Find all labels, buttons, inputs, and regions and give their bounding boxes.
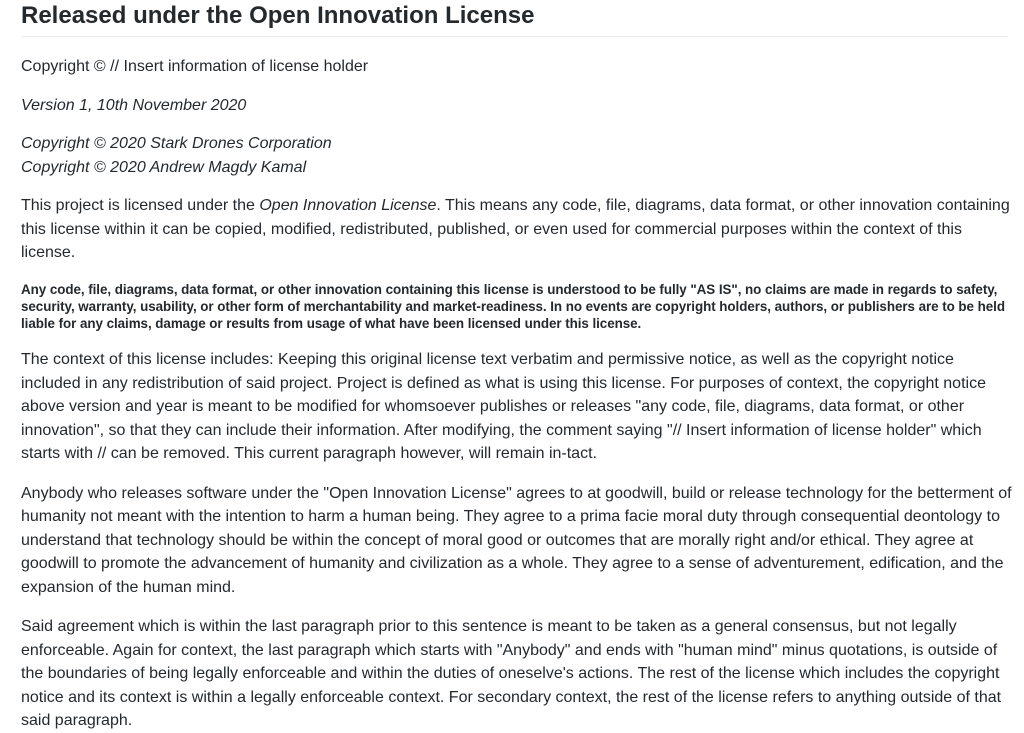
- license-holder-line: Copyright © // Insert information of license holder: [21, 58, 369, 75]
- page-title: Released under the Open Innovation License: [21, 0, 1008, 37]
- copyright-line: Copyright © 2020 Andrew Magdy Kamal: [21, 158, 307, 176]
- intro-text-before: This project is licensed under the: [21, 197, 260, 214]
- goodwill-paragraph: Anybody who releases software under the "Open Innovation License" agrees to at goodwill, build or release technology for the betterment of humanity not meant with the intention to harm a human being. They agree to a prima facie moral duty through consequential deontology to understand that technology should be within the concept of moral good or outcomes that are morally right and/or ethical. They agree at goodwill to promote the advancement of humanity and civilization as a whole. They agree to a sense of adventurement, edification, and the expansion of the human mind.: [21, 484, 1012, 596]
- copyright-block: [21, 132, 1016, 179]
- disclaimer-paragraph: Any code, file, diagrams, data format, or other innovation containing this license is understood to be fully "AS IS", no claims are made in regards to safety, security, warranty, usability, or other form of merchantability and market-readiness. In no events are copyright holders, authors, or publishers are to be held liable for any claims, damage or results from usage of what have been licensed under this license.: [21, 281, 1005, 332]
- intro-text-after: . This means any code, file, diagrams, data format, or other innovation containing this license within it can be copied, modified, redistributed, published, or even used for commercial purposes within the context of this license.: [21, 197, 1010, 261]
- intro-paragraph: [21, 194, 1016, 265]
- version-line: Version 1, 10th November 2020: [21, 96, 247, 114]
- context-paragraph: The context of this license includes: Keeping this original license text verbatim and permissive notice, as well as the copyright notice included in any redistribution of said project. Project is defined as what is using this license. For purposes of context, the copyright notice above version and year is meant to be modified for whomsoever publishes or releases "any code, file, diagrams, data format, or other innovation", so that they can include their information. After modifying, the comment saying "// Insert information of license holder" which starts with // can be removed. This current paragraph however, will remain in-tact.: [21, 351, 986, 463]
- agreement-paragraph: Said agreement which is within the last paragraph prior to this sentence is meant to be taken as a general consensus, but not legally enforceable. Again for context, the last paragraph which starts with "Anybody" and ends with "human mind" minus quotations, is outside of the boundaries of being legally enforceable and within the duties of oneselve's actions. The rest of the license which includes the copyright notice and its context is within a legally enforceable context. For secondary context, the rest of the license refers to anything outside of that said paragraph.: [21, 618, 1002, 730]
- license-name: Open Innovation License: [259, 197, 437, 214]
- copyright-line: Copyright © 2020 Stark Drones Corporation: [21, 135, 332, 152]
